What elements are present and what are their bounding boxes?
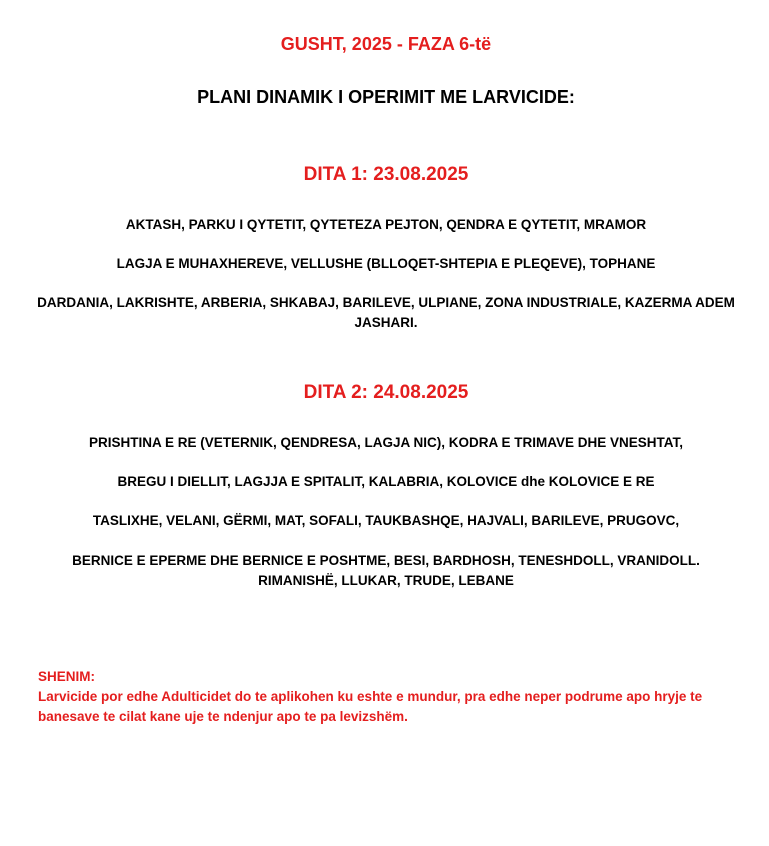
phase-title: GUSHT, 2025 - FAZA 6-të (280, 34, 492, 54)
day-2-locations-1: PRISHTINA E RE (VETERNIK, QENDRESA, LAGJA NIC), KODRA E TRIMAVE DHE VNESHTAT, (88, 435, 684, 450)
plan-title: PLANI DINAMIK I OPERIMIT ME LARVICIDE: (197, 87, 575, 107)
note-label: SHENIM: (38, 669, 95, 684)
day-2-locations-2: BREGU I DIELLIT, LAGJJA E SPITALIT, KALABRIA, KOLOVICE dhe KOLOVICE E RE (117, 474, 655, 489)
day-2-title: DITA 2: 24.08.2025 (303, 382, 469, 403)
day-2-locations-4: BERNICE E EPERME DHE BERNICE E POSHTME, BESI, BARDHOSH, TENESHDOLL, VRANIDOLL. RIMANISHË, LLUKAR, TRUDE, LEBANE (72, 553, 700, 588)
day-1-locations-2: LAGJA E MUHAXHEREVE, VELLUSHE (BLLOQET-SHTEPIA E PLEQEVE), TOPHANE (116, 256, 656, 271)
day-1-locations-3: DARDANIA, LAKRISHTE, ARBERIA, SHKABAJ, BARILEVE, ULPIANE, ZONA INDUSTRIALE, KAZERMA ADEM JASHARI. (37, 295, 735, 330)
note-text: Larvicide por edhe Adulticidet do te aplikohen ku eshte e mundur, pra edhe neper podrume apo hryje te banesave te cilat kane uje te ndenjur apo te pa levizshëm. (38, 689, 703, 724)
day-1-title: DITA 1: 23.08.2025 (303, 164, 469, 185)
day-2-locations-3: TASLIXHE, VELANI, GËRMI, MAT, SOFALI, TAUKBASHQE, HAJVALI, BARILEVE, PRUGOVC, (92, 513, 680, 528)
day-1-locations-1: AKTASH, PARKU I QYTETIT, QYTETEZA PEJTON, QENDRA E QYTETIT, MRAMOR (125, 217, 647, 232)
